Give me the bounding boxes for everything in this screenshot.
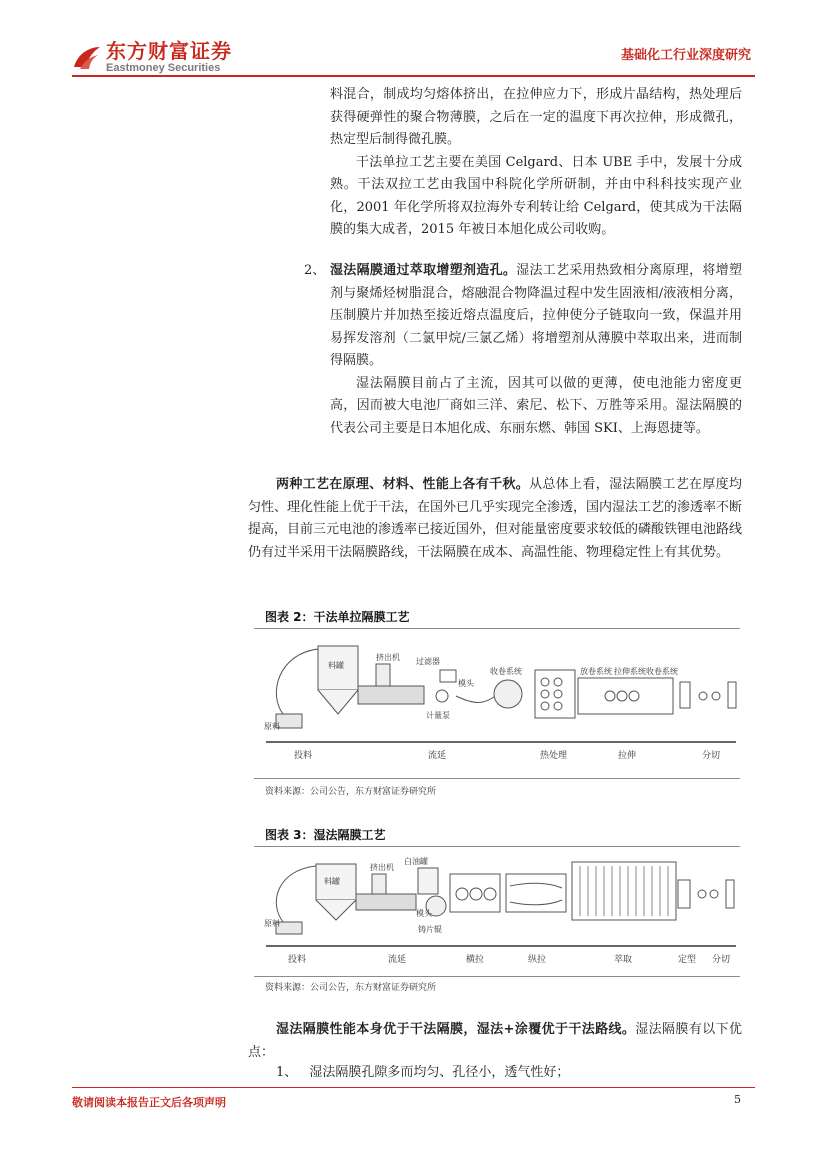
indented-block [330, 84, 742, 242]
figure-3-title: 图表 3：湿法隔膜工艺 [265, 828, 386, 842]
dry-label-pump: 计量泵 [426, 711, 450, 720]
list-number-1: 1、 [276, 1065, 298, 1080]
figure-2-bottom-rule [254, 778, 740, 779]
wet-label-cast-roll: 铸片辊 [418, 925, 442, 934]
wet-label-oil: 白油罐 [404, 857, 428, 866]
footer-divider [72, 1087, 755, 1088]
wet-process-diagram [258, 852, 740, 972]
list-number-2: 2、 [304, 263, 326, 278]
advantage-heading: 湿法隔膜性能本身优于干法隔膜，湿法+涂覆优于干法路线。 [276, 1022, 636, 1037]
comparison-paragraph [248, 474, 742, 564]
dry-label-filter: 过滤器 [416, 657, 440, 666]
dry-label-stretch: 拉伸系统 [614, 667, 646, 676]
dry-label-raw: 原料 [264, 722, 280, 731]
dry-label-die: 模头 [458, 679, 474, 688]
dry-process-diagram [258, 634, 740, 774]
wet-stage-longitudinal: 纵拉 [528, 955, 547, 965]
dry-stage-cast: 流延 [428, 751, 447, 761]
wet-stage-feed: 投料 [288, 955, 307, 965]
figure-3-bottom-rule [254, 976, 740, 977]
dry-label-rewinder: 收卷系统 [646, 667, 678, 676]
page-number: 5 [734, 1093, 741, 1106]
dry-label-extruder: 挤出机 [376, 653, 400, 662]
wet-stage-extract: 萃取 [614, 955, 633, 965]
comparison-heading: 两种工艺在原理、材料、性能上各有千秋。 [276, 477, 530, 492]
logo-mark-icon [72, 45, 102, 71]
company-logo [72, 40, 232, 75]
list-item-1 [276, 1062, 569, 1085]
wet-stage-cast: 流延 [388, 955, 407, 965]
header-divider [72, 75, 755, 77]
figure-3-top-rule [254, 846, 740, 847]
figure-2-source: 资料来源：公司公告，东方财富证券研究所 [265, 787, 437, 797]
paragraph-dry-process-tail: 料混合，制成均匀熔体挤出，在拉伸应力下，形成片晶结构，热处理后获得硬弹性的聚合物薄膜，之后在一定的温度下再次拉伸，形成微孔，热定型后制得微孔膜。 [330, 87, 742, 147]
wet-process-heading: 湿法隔膜通过萃取增塑剂造孔。 [330, 263, 517, 278]
paragraph-dry-process-companies: 干法单拉工艺主要在美国 Celgard、日本 UBE 手中，发展十分成熟。干法双拉工艺由我国中科院化学所研制，并由中科科技实现产业化，2001 年化学所将双拉海外专利转让给 Celgard，使其成为干法隔膜的集大成者，2015 年被日本旭化成公司收购。 [330, 154, 742, 237]
wet-label-tank: 料罐 [324, 877, 340, 886]
figure-3-source: 资料来源：公司公告，东方财富证券研究所 [265, 983, 437, 993]
list-item-wet-process [330, 260, 742, 440]
dry-stage-feed: 投料 [294, 751, 313, 761]
dry-stage-heat: 热处理 [540, 751, 568, 761]
comparison-text: 从总体上看，湿法隔膜工艺在厚度均匀性、理化性能上优于干法，在国外已几乎实现完全渗透，国内湿法工艺的渗透率不断提高，目前三元电池的渗透率已接近国外，但对能量密度要求较低的磷酸铁锂电池路线仍有过半采用干法隔膜路线，干法隔膜在成本、高温性能、物理稳定性上有其优势。 [248, 477, 743, 560]
wet-stage-set: 定型 [678, 955, 697, 965]
logo-text-en: Eastmoney Securities [106, 62, 221, 74]
list-item-1-text: 湿法隔膜孔隙多而均匀、孔径小，透气性好； [309, 1065, 570, 1080]
dry-label-unwinder: 放卷系统 [580, 667, 612, 676]
footer-disclaimer: 敬请阅读本报告正文后各项声明 [72, 1096, 226, 1109]
wet-stage-slit: 分切 [712, 955, 731, 965]
logo-text-cn: 东方财富证券 [106, 39, 232, 63]
dry-stage-stretch: 拉伸 [618, 751, 637, 761]
paragraph-wet-mainstream: 湿法隔膜目前占了主流，因其可以做的更薄，使电池能力密度更高，因而被大电池厂商如三洋、索尼、松下、万胜等采用。湿法隔膜的代表公司主要是日本旭化成、东丽东燃、韩国 SKI、上海恩捷等。 [330, 375, 742, 436]
wet-label-raw: 原料 [264, 919, 280, 928]
wet-process-text: 湿法工艺采用热致相分离原理，将增塑剂与聚烯烃树脂混合，熔融混合物降温过程中发生固液相/液液相分离，压制膜片并加热至接近熔点温度后，拉伸使分子链取向一致，保温并用易挥发溶剂（二氯甲烷/三氯乙烯）将增塑剂从薄膜中萃取出来，进而制得隔膜。 [330, 263, 742, 368]
figure-2-top-rule [254, 628, 740, 629]
dry-label-tank: 料罐 [328, 661, 344, 670]
wet-label-die: 模头 [416, 909, 432, 918]
advantage-text: 湿法隔膜有以下优点： [248, 1022, 742, 1060]
dry-stage-slit: 分切 [702, 751, 721, 761]
report-type: 基础化工行业深度研究 [620, 48, 751, 63]
advantage-paragraph [248, 1019, 742, 1064]
wet-label-extruder: 挤出机 [370, 863, 394, 872]
wet-stage-transverse: 横拉 [466, 955, 485, 965]
dry-label-winder: 收卷系统 [490, 667, 522, 676]
figure-2-title: 图表 2：干法单拉隔膜工艺 [265, 610, 410, 624]
